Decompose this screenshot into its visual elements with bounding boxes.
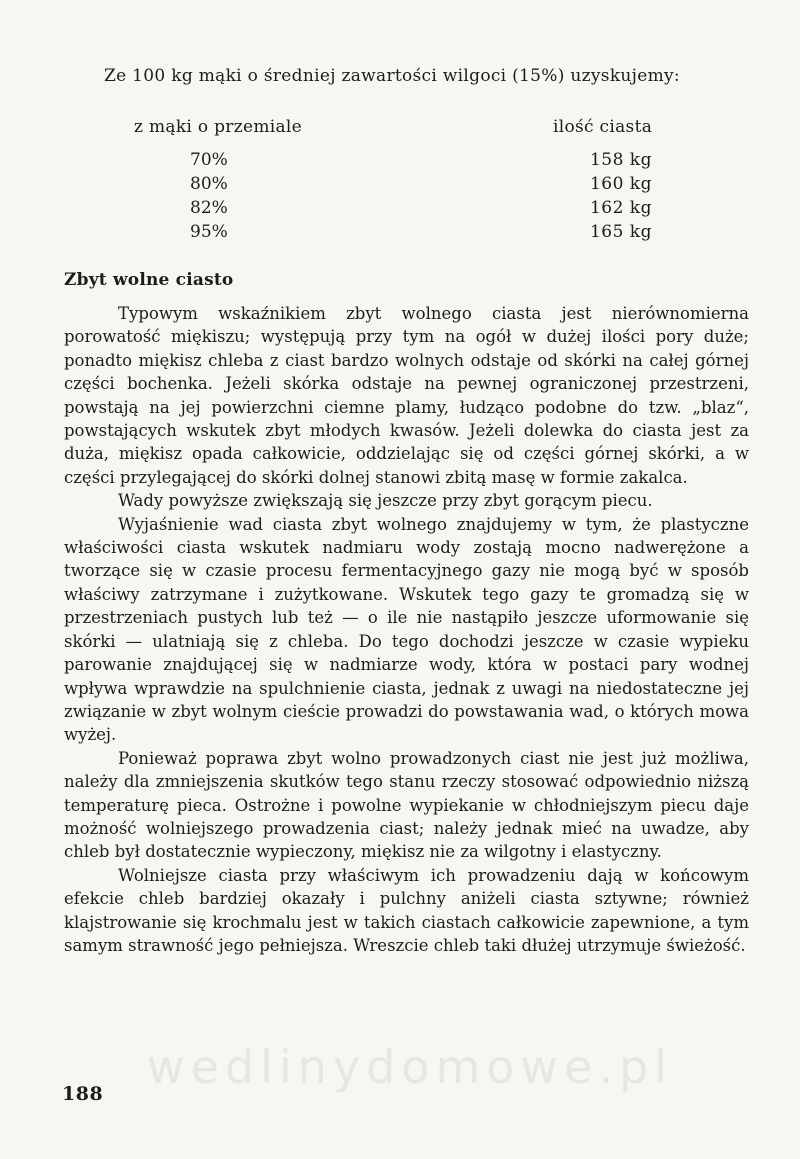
milling-cell: 82% [190,198,228,218]
section-heading: Zbyt wolne ciasto [64,270,234,290]
milling-cell: 70% [190,150,228,170]
milling-cell: 95% [190,222,228,242]
page-number: 188 [62,1083,104,1105]
table-header-dough: ilość ciasta [553,117,653,137]
intro-sentence: Ze 100 kg mąki o średniej zawartości wilgoci (15%) uzyskujemy: [104,66,680,86]
watermark: wedlinydomowe.pl [147,1040,673,1094]
table-header-milling: z mąki o przemiale [134,117,303,137]
table-row [190,150,670,174]
dough-cell: 162 kg [589,198,652,218]
table-row [190,222,670,246]
paragraph: Ponieważ poprawa zbyt wolno prowadzonych ciast nie jest już możliwa, należy dla zmniejszenia skutków tego stanu rzeczy stosować odpowiednio niższą temperaturę pieca. Ostrożne i powolne wypiekanie w chłodniejszym piecu daje możność wolniejszego prowadzenia ciast; należy jednak mieć na uwadze, aby chleb był dostatecznie wypieczony, miękisz nie za wilgotny i elastyczny. [64,748,749,862]
paragraph: Wyjaśnienie wad ciasta zbyt wolnego znajdujemy w tym, że plastyczne właściwości ciasta wskutek nadmiaru wody zostają mocno nadwerężone a tworzące się w czasie procesu fermentacyjnego gazy nie mogą być w sposób właściwy zatrzymane i zużytkowane. Wskutek tego gazy te gromadzą się w przestrzeniach pustych lub też — o ile nie nastąpiło jeszcze uformowanie się skórki — ulatniają się z chleba. Do tego dochodzi jeszcze w czasie wypieku parowanie znajdującej się w nadmiarze wody, która w postaci pary wodnej wpływa wprawdzie na spulchnienie ciasta, jednak z uwagi na niedostateczne jej związanie w zbyt wolnym cieście prowadzi do powstawania wad, o których mowa wyżej. [64,514,749,745]
dough-cell: 165 kg [589,222,652,242]
table-row [190,174,670,198]
paragraph: Wolniejsze ciasta przy właściwym ich prowadzeniu dają w końcowym efekcie chleb bardziej okazały i pulchny aniżeli ciasta sztywne; również klajstrowanie się krochmalu jest w takich ciastach całkowicie zapewnione, a tym samym strawność jego pełniejsza. Wreszcie chleb taki dłużej utrzymuje świeżość. [64,865,749,955]
yield-table [190,150,670,246]
milling-cell: 80% [190,174,228,194]
paragraph: Wady powyższe zwiększają się jeszcze przy zbyt gorącym piecu. [118,491,653,511]
paragraph: Typowym wskaźnikiem zbyt wolnego ciasta jest nierównomierna porowatość miękiszu; występują przy tym na ogół w dużej ilości pory duże; ponadto miękisz chleba z ciast bardzo wolnych odstaje od skórki na całej górnej części bochenka. Jeżeli skórka odstaje na pewnej ograniczonej przestrzeni, powstają na jej powierzchni ciemne plamy, łudząco podobne do tzw. „blaz“, powstających wskutek zbyt młodych kwasów. Jeżeli dolewka do ciasta jest za duża, miękisz opada całkowicie, oddzielając się od części górnej skórki, a w części przylegającej do skórki dolnej stanowi zbitą masę w formie zakalca. [64,304,749,487]
dough-cell: 160 kg [589,174,652,194]
body-text [64,302,749,957]
table-row [190,198,670,222]
dough-cell: 158 kg [589,150,652,170]
